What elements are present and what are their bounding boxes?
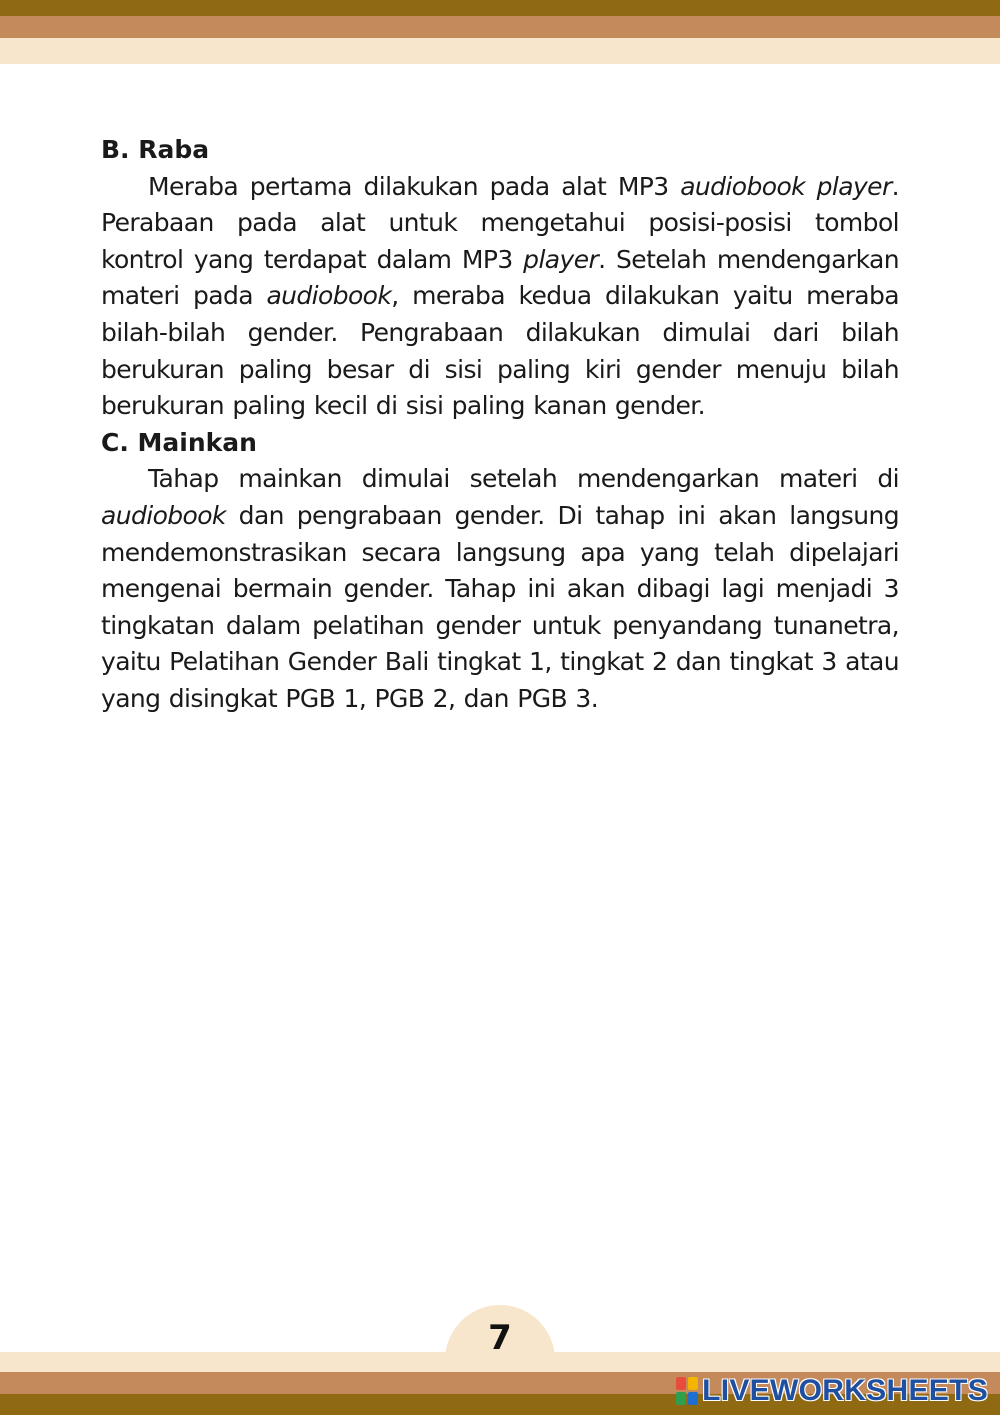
header-band-dark — [0, 0, 1000, 16]
header-band-mid — [0, 16, 1000, 38]
liveworksheets-watermark — [676, 1373, 988, 1409]
header-band-light — [0, 38, 1000, 64]
paragraph-mainkan: Tahap mainkan dimulai setelah mendengarkan materi di audiobook dan pengrabaan gender. Di tahap ini akan langsung mendemonstrasikan secara langsung apa yang telah dipelajari mengenai bermain gender. Tahap ini akan dibagi lagi menjadi 3 tingkatan dalam pelatihan gender untuk penyandang tunanetra, yaitu Pelatihan Gender Bali tingkat 1, tingkat 2 dan tingkat 3 atau yang disingkat PGB 1, PGB 2, dan PGB 3. — [101, 464, 899, 713]
watermark-text: LIVEWORKSHEETS — [702, 1374, 988, 1407]
liveworksheets-logo-icon — [676, 1377, 698, 1405]
section-heading-raba: B. Raba — [101, 135, 210, 164]
page-number: 7 — [488, 1318, 512, 1358]
paragraph-raba: Meraba pertama dilakukan pada alat MP3 audiobook player. Perabaan pada alat untuk mengetahui posisi-posisi tombol kontrol yang terdapat dalam MP3 player. Setelah mendengarkan materi pada audiobook, meraba kedua dilakukan yaitu meraba bilah-bilah gender. Pengrabaan dilakukan dimulai dari bilah berukuran paling besar di sisi paling kiri gender menuju bilah berukuran paling kecil di sisi paling kanan gender. — [101, 171, 899, 421]
page-content — [101, 132, 899, 718]
section-heading-mainkan: C. Mainkan — [101, 427, 257, 457]
